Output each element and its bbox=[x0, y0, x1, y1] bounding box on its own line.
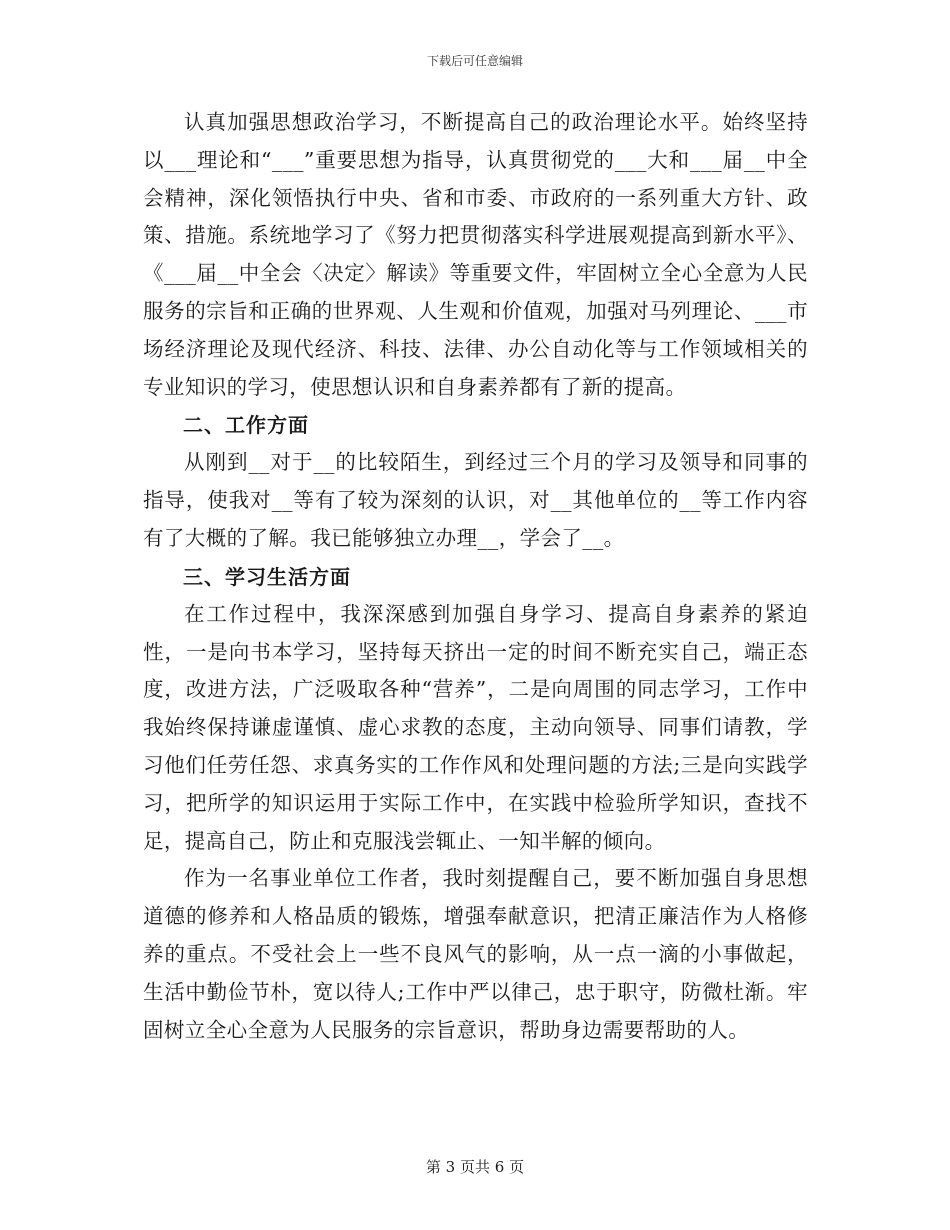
paragraph-work: 从刚到__对于__的比较陌生，到经过三个月的学习及领导和同事的指导，使我对__等有了较为深刻的认识，对__其他单位的__等工作内容有了大概的了解。我已能够独立办理__，学会了__。 bbox=[143, 450, 808, 550]
paragraph-political-study: 认真加强思想政治学习，不断提高自己的政治理论水平。始终坚持以___理论和“___”重要思想为指导，认真贯彻党的___大和___届__中全会精神，深化领悟执行中央、省和市委、市政府的一系列重大方针、政策、措施。系统地学习了《努力把贯彻落实科学进展观提高到新水平》、《___届__中全会〈决定〉解读》等重要文件，牢固树立全心全意为人民服务的宗旨和正确的世界观、人生观和价值观，加强对马列理论、___市场经济理论及现代经济、科技、法律、办公自动化等与工作领域相关的专业知识的学习，使思想认识和自身素养都有了新的提高。 bbox=[143, 110, 808, 399]
page-header-note: 下载后可任意编辑 bbox=[426, 54, 523, 68]
paragraph-study: 在工作过程中，我深深感到加强自身学习、提高自身素养的紧迫性，一是向书本学习，坚持每天挤出一定的时间不断充实自己，端正态度，改进方法，广泛吸取各种“营养”，二是向周围的同志学习，工作中我始终保持谦虚谨慎、虚心求教的态度，主动向领导、同事们请教，学习他们任劳任怨、求真务实的工作作风和处理问题的方法;三是向实践学习，把所学的知识运用于实际工作中，在实践中检验所学知识，查找不足，提高自己，防止和克服浅尝辄止、一知半解的倾向。 bbox=[143, 601, 808, 853]
page-number: 第 3 页共 6 页 bbox=[425, 1158, 525, 1176]
document-body bbox=[143, 104, 808, 1049]
paragraph-ethics: 作为一名事业单位工作者，我时刻提醒自己，要不断加强自身思想道德的修养和人格品质的锻炼，增强奉献意识，把清正廉洁作为人格修养的重点。不受社会上一些不良风气的影响，从一点一滴的小事做起，生活中勤俭节朴，宽以待人;工作中严以律己，忠于职守，防微杜渐。牢固树立全心全意为人民服务的宗旨意识，帮助身边需要帮助的人。 bbox=[143, 866, 808, 1042]
section-heading-work: 二、工作方面 bbox=[183, 413, 309, 438]
section-heading-study-life: 三、学习生活方面 bbox=[183, 564, 351, 589]
